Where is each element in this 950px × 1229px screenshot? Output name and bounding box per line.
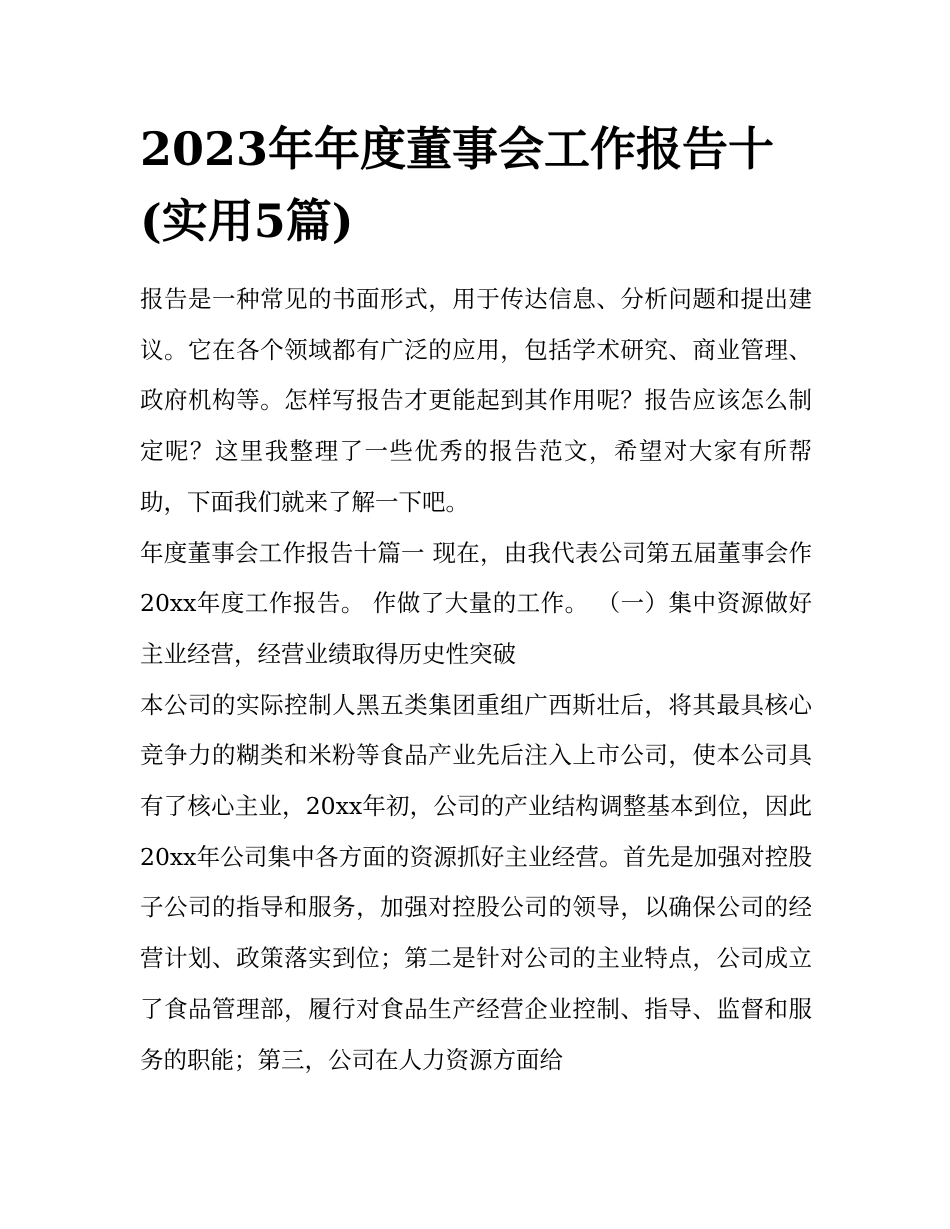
paragraph-report-opening: 年度董事会工作报告十篇一 现在，由我代表公司第五届董事会作20xx年度工作报告。 作做了大量的工作。 （一）集中资源做好主业经营，经营业绩取得历史性突破: [140, 538, 812, 668]
document-body: [140, 274, 812, 1085]
document-title: 2023年年度董事会工作报告十(实用5篇): [140, 122, 775, 248]
paragraph-intro: 报告是一种常见的书面形式，用于传达信息、分析问题和提出建议。它在各个领域都有广泛的应用，包括学术研究、商业管理、政府机构等。怎样写报告才更能起到其作用呢？报告应该怎么制定呢？这里我整理了一些优秀的报告范文，希望对大家有所帮助，下面我们就来了解一下吧。: [140, 285, 812, 516]
paragraph-main-business: 本公司的实际控制人黑五类集团重组广西斯壮后，将其最具核心竞争力的糊类和米粉等食品产业先后注入上市公司，使本公司具有了核心主业，20xx年初，公司的产业结构调整基本到位，因此20xx年公司集中各方面的资源抓好主业经营。首先是加强对控股子公司的指导和服务，加强对控股公司的领导，以确保公司的经营计划、政策落实到位；第二是针对公司的主业特点，公司成立了食品管理部，履行对食品生产经营企业控制、指导、监督和服务的职能；第三，公司在人力资源方面给: [140, 690, 812, 1074]
